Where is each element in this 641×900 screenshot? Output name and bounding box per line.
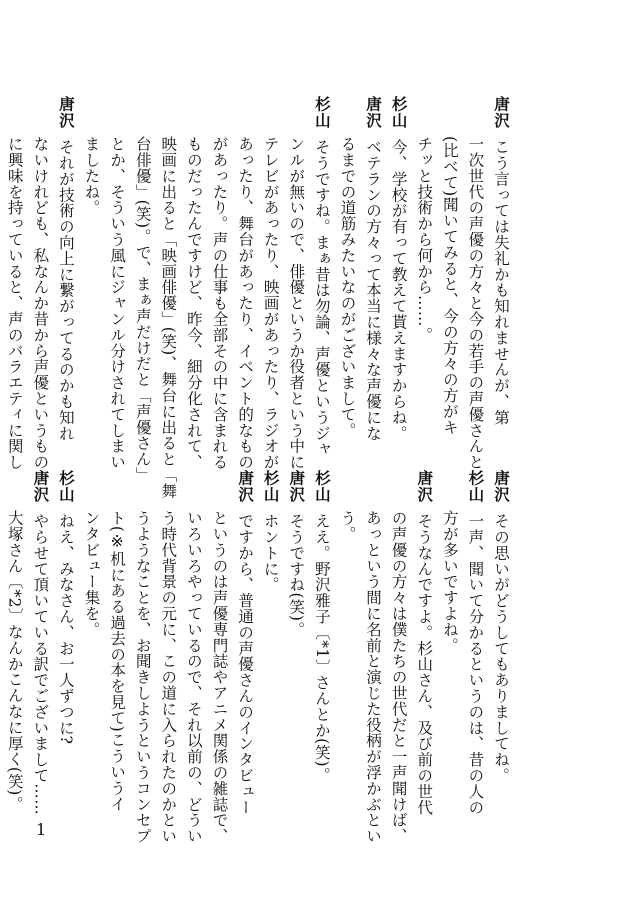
speaker-name: 唐沢	[56, 96, 75, 129]
dialogue-text: 大塚さん〔*2〕なんかこんなに厚く(笑)。	[5, 510, 24, 812]
speaker-name: 唐沢	[236, 470, 255, 503]
dialogue-line	[411, 470, 437, 816]
dialogue-line	[231, 96, 257, 470]
dialogue-text: あっという間に名前と演じた役柄が浮かぶとい	[364, 510, 383, 844]
dialogue-text: に興味を持っていると、声のバラエティに関し	[5, 136, 24, 470]
dialogue-line	[334, 470, 360, 810]
dialogue-line	[359, 96, 385, 442]
dialogue-line	[1, 470, 27, 810]
dialogue-text: とか、そういう風にジャンル分けされてしまい	[108, 136, 127, 470]
dialogue-line	[308, 470, 334, 810]
dialogue-line	[359, 470, 385, 844]
dialogue-text: ものだったんですけど、昨今、細分化されて、	[184, 136, 203, 470]
dialogue-line	[27, 470, 53, 816]
dialogue-line	[0, 470, 1, 810]
dialogue-text: の声優の方々は僕たちの世代だと一声聞けば、	[389, 510, 408, 844]
dialogue-line	[436, 470, 462, 810]
dialogue-line	[487, 470, 513, 810]
dialogue-line	[487, 96, 513, 436]
dialogue-text: ンルが無いので、俳優というか役者という中に	[287, 136, 306, 470]
speaker-name: 唐沢	[31, 470, 50, 503]
dialogue-text: そうですね。まぁ昔は勿論、声優というジャ	[312, 139, 331, 457]
speaker-name: 杉山	[466, 470, 485, 503]
dialogue-line	[231, 470, 257, 816]
dialogue-line	[27, 96, 53, 470]
dialogue-line	[462, 96, 488, 470]
dialogue-line	[385, 470, 411, 844]
dialogue-text: その思いがどうしてもありましてね。	[492, 513, 510, 784]
dialogue-line	[462, 470, 488, 816]
dialogue-text: ないけれども、私なんか昔から声優というもの	[31, 136, 50, 470]
dialogue-text: ホントに。	[261, 513, 280, 593]
dialogue-text: 今、学校が有って教えて貰えますからね。	[389, 139, 408, 442]
dialogue-line	[411, 96, 437, 436]
dialogue-text: そうなんですよ。杉山さん、及び前の世代	[415, 513, 434, 816]
dialogue-text: ましたね。	[82, 136, 101, 216]
dialogue-line	[206, 470, 232, 844]
dialogue-text: そうですね(笑)。	[287, 513, 306, 638]
dialogue-text: いろいろやっているので、それ以前の、どうい	[184, 510, 203, 844]
dialogue-text: それが技術の向上に繋がってるのかも知れ	[56, 139, 75, 442]
dialogue-text: ええ。野沢雅子〔*1〕さんとか(笑)。	[312, 513, 331, 783]
dialogue-text: ねえ、みなさん、お一人ずつに?	[56, 513, 75, 745]
dialogue-line	[155, 470, 181, 844]
dialogue-line	[104, 470, 130, 810]
page-number: 1	[36, 820, 47, 839]
speaker-name: 杉山	[389, 96, 408, 129]
dialogue-line	[104, 96, 130, 470]
dialogue-line	[78, 470, 104, 810]
dialogue-text: こう言っては失礼かも知れませんが、第	[492, 139, 510, 426]
dialogue-text: というのは声優専門誌やアニメ関係の雑誌で、	[210, 510, 229, 844]
speaker-name: 杉山	[312, 470, 331, 503]
dialogue-text: ンタビュー集を。	[82, 510, 101, 638]
speaker-name: 杉山	[261, 470, 280, 503]
dialogue-text: あったり、舞台があったり、イベント的なもの	[236, 136, 255, 470]
dialogue-line	[180, 470, 206, 844]
speaker-name: 唐沢	[492, 96, 510, 129]
dialogue-line	[52, 96, 78, 442]
dialogue-line	[206, 96, 232, 470]
dialogue-line	[385, 96, 411, 442]
dialogue-text: 一次世代の声優の方々と今の若手の声優さんと	[466, 136, 485, 470]
dialogue-line	[1, 96, 27, 470]
dialogue-text: ト(※机にある過去の本を見て)こういうイ	[108, 510, 127, 812]
speaker-name: 唐沢	[415, 470, 434, 503]
dialogue-text: ですから、普通の声優さんのインタビュー	[236, 513, 255, 816]
dialogue-text: があったり。声の仕事も全部その中に含まれる	[210, 136, 229, 470]
dialogue-text: (比べて)聞いてみると、今の方々の方がキ	[440, 136, 459, 436]
dialogue-text: やらせて頂いている訳でございまして……	[31, 513, 50, 816]
speaker-name: 杉山	[312, 96, 331, 129]
dialogue-line	[334, 96, 360, 439]
speaker-name: 唐沢	[364, 96, 383, 129]
dialogue-text: ベテランの方々って本当に様々な声優にな	[364, 139, 383, 442]
dialogue-text: 台俳優」(笑)。で、まぁ声だけだと「声優さん」	[133, 136, 152, 483]
dialogue-bottom	[0, 470, 513, 844]
dialogue-line	[180, 96, 206, 470]
dialogue-text: チッと技術から何から……。	[415, 136, 434, 343]
dialogue-line	[52, 470, 78, 810]
dialogue-text: 方が多いですよね。	[440, 510, 459, 654]
speaker-name: 唐沢	[287, 470, 306, 503]
dialogue-text: う時代背景の元に、この道に入られたのかとい	[159, 510, 178, 844]
dialogue-line	[257, 96, 283, 470]
dialogue-line	[308, 96, 334, 457]
dialogue-line	[283, 470, 309, 810]
dialogue-text: うようなことを、お聞きしようというコンセプ	[133, 510, 152, 844]
dialogue-line	[129, 96, 155, 483]
dialogue-line	[78, 96, 104, 436]
dialogue-text: 一声、聞いて分かるというのは、昔の人の	[466, 513, 485, 816]
speaker-name: 杉山	[56, 470, 75, 503]
dialogue-text: るまでの道筋みたいなのがございまして。	[338, 136, 357, 439]
dialogue-line	[0, 96, 1, 436]
dialogue-top	[0, 96, 513, 499]
dialogue-line	[283, 96, 309, 470]
dialogue-text: テレビがあったり、映画があったり、ラジオが	[261, 136, 280, 470]
dialogue-line	[129, 470, 155, 844]
dialogue-line	[257, 470, 283, 810]
dialogue-line	[436, 96, 462, 436]
dialogue-line	[155, 96, 181, 499]
speaker-name: 唐沢	[492, 470, 510, 503]
dialogue-text: う。	[338, 510, 357, 542]
dialogue-text: 映画に出ると「映画俳優」(笑)、舞台に出ると「舞	[159, 136, 178, 499]
